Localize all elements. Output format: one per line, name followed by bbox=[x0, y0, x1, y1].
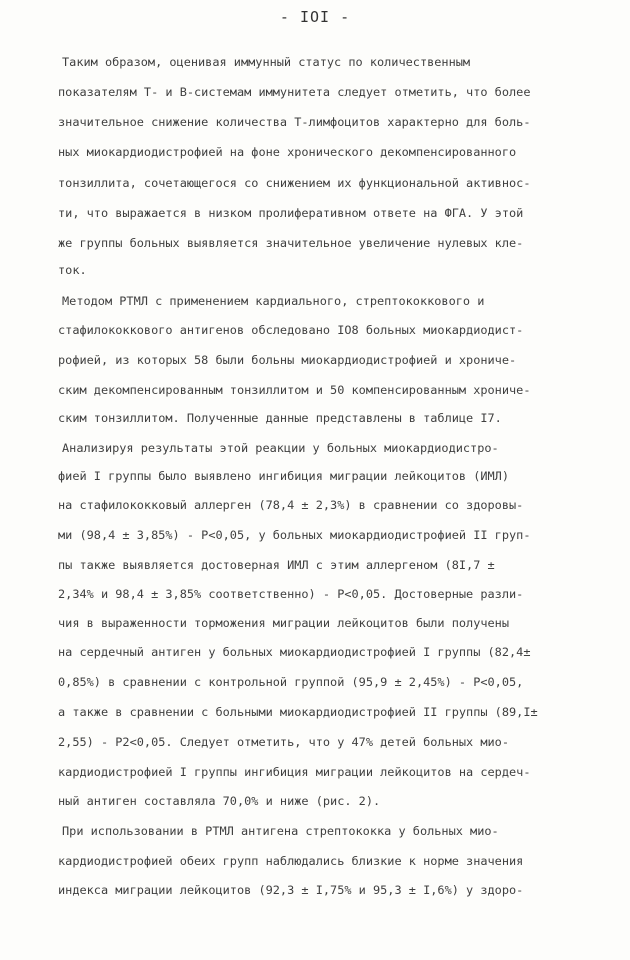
page-number: - IOI - bbox=[279, 8, 351, 26]
text-line: 2,55) - P2<0,05. Следует отметить, что у 47% детей больных мио- bbox=[58, 735, 510, 749]
text-line: стафилококкового антигенов обследовано IO8 больных миокардиодист- bbox=[58, 323, 524, 337]
text-line: показателям Т- и В-системам иммунитета следует отметить, что более bbox=[58, 85, 531, 99]
text-line: индекса миграции лейкоцитов (92,3 ± I,75% и 95,3 ± I,6%) у здоро- bbox=[58, 883, 524, 897]
text-line: ных миокардиодистрофией на фоне хронического декомпенсированного bbox=[58, 145, 517, 159]
text-line: кардиодистрофией I группы ингибиция миграции лейкоцитов на сердеч- bbox=[58, 765, 531, 779]
text-line: на стафилококковый аллерген (78,4 ± 2,3%) в сравнении со здоровы- bbox=[58, 498, 524, 512]
text-line: ми (98,4 ± 3,85%) - P<0,05, у больных миокардиодистрофией II груп- bbox=[58, 528, 531, 542]
text-line: же группы больных выявляется значительное увеличение нулевых кле- bbox=[58, 236, 524, 250]
text-line: Таким образом, оценивая иммунный статус по количественным bbox=[62, 55, 471, 69]
text-line: 2,34% и 98,4 ± 3,85% соответственно) - P<0,05. Достоверные разли- bbox=[58, 587, 524, 601]
text-line: Анализируя результаты этой реакции у больных миокардиодистро- bbox=[62, 441, 499, 455]
text-line: фией I группы было выявлено ингибиция миграции лейкоцитов (ИМЛ) bbox=[58, 469, 510, 483]
text-line: рофией, из которых 58 были больны миокардиодистрофией и хрониче- bbox=[58, 353, 517, 367]
text-line: на сердечный антиген у больных миокардиодистрофией I группы (82,4± bbox=[58, 645, 531, 659]
text-line: ти, что выражается в низком пролиферативном ответе на ФГА. У этой bbox=[58, 206, 524, 220]
text-line: ный антиген составляла 70,0% и ниже (рис. 2). bbox=[58, 794, 381, 808]
text-line: ским тонзиллитом. Полученные данные представлены в таблице I7. bbox=[58, 411, 502, 425]
text-line: пы также выявляется достоверная ИМЛ с этим аллергеном (8I,7 ± bbox=[58, 558, 495, 572]
text-line: ток. bbox=[58, 263, 87, 277]
text-line: значительное снижение количества Т-лимфоцитов характерно для боль- bbox=[58, 115, 531, 129]
text-line: кардиодистрофией обеих групп наблюдались близкие к норме значения bbox=[58, 854, 524, 868]
text-line: а также в сравнении с больными миокардиодистрофией II группы (89,I± bbox=[58, 705, 538, 719]
text-line: Методом РТМЛ с применением кардиального, стрептококкового и bbox=[62, 294, 485, 308]
text-line: ским декомпенсированным тонзиллитом и 50 компенсированным хрониче- bbox=[58, 383, 531, 397]
text-line: чия в выраженности торможения миграции лейкоцитов были получены bbox=[58, 616, 510, 630]
text-line: тонзиллита, сочетающегося со снижением их функциональной активнос- bbox=[58, 176, 531, 190]
text-line: 0,85%) в сравнении с контрольной группой (95,9 ± 2,45%) - P<0,05, bbox=[58, 675, 524, 689]
text-line: При использовании в РТМЛ антигена стрептококка у больных мио- bbox=[62, 824, 499, 838]
